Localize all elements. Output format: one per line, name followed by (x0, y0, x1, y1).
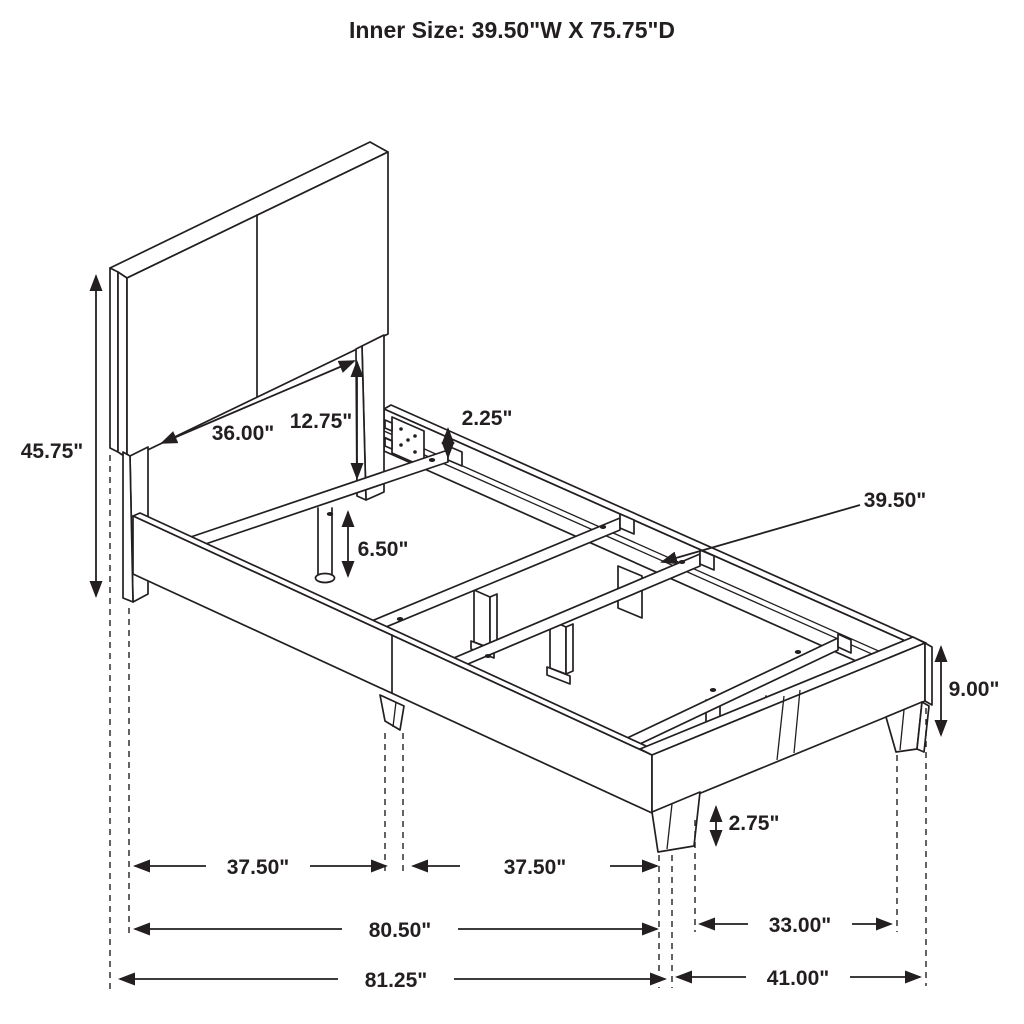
label-span-head-mid: 37.50" (226, 856, 290, 879)
slat3-leg-side (566, 624, 573, 674)
arrow-slat-leader (662, 505, 860, 562)
footboard-right-side (925, 643, 932, 705)
diagram-title: Inner Size: 39.50"W X 75.75"D (348, 17, 676, 43)
rail-bracket-hook-top (385, 420, 392, 431)
headboard-side-edge (110, 268, 118, 452)
slat1-leg-foot (316, 574, 335, 583)
slat1-leg-cylinder (318, 508, 332, 574)
label-slat-length: 39.50" (863, 489, 927, 512)
label-panel-drop: 12.75" (289, 410, 353, 433)
label-headboard-width: 36.00" (211, 422, 275, 445)
rail-bracket-hook-bottom (385, 438, 392, 449)
label-foot-inner: 33.00" (768, 914, 832, 937)
label-center-leg: 6.50" (357, 538, 409, 561)
label-foot-leg: 2.75" (728, 812, 780, 835)
slat2-leg-front (474, 590, 490, 648)
label-foot-width: 41.00" (766, 967, 830, 990)
near-rail-middle-leg (380, 695, 404, 730)
label-rail-length: 80.50" (368, 919, 432, 942)
label-overall-height: 45.75" (20, 440, 84, 463)
label-span-mid-foot: 37.50" (503, 856, 567, 879)
label-footboard-height: 9.00" (948, 678, 1000, 701)
far-rail-top (384, 405, 926, 647)
label-overall-depth: 81.25" (364, 969, 428, 992)
label-rail-lip: 2.25" (461, 407, 513, 430)
headboard-side-edge-inner (118, 272, 127, 458)
